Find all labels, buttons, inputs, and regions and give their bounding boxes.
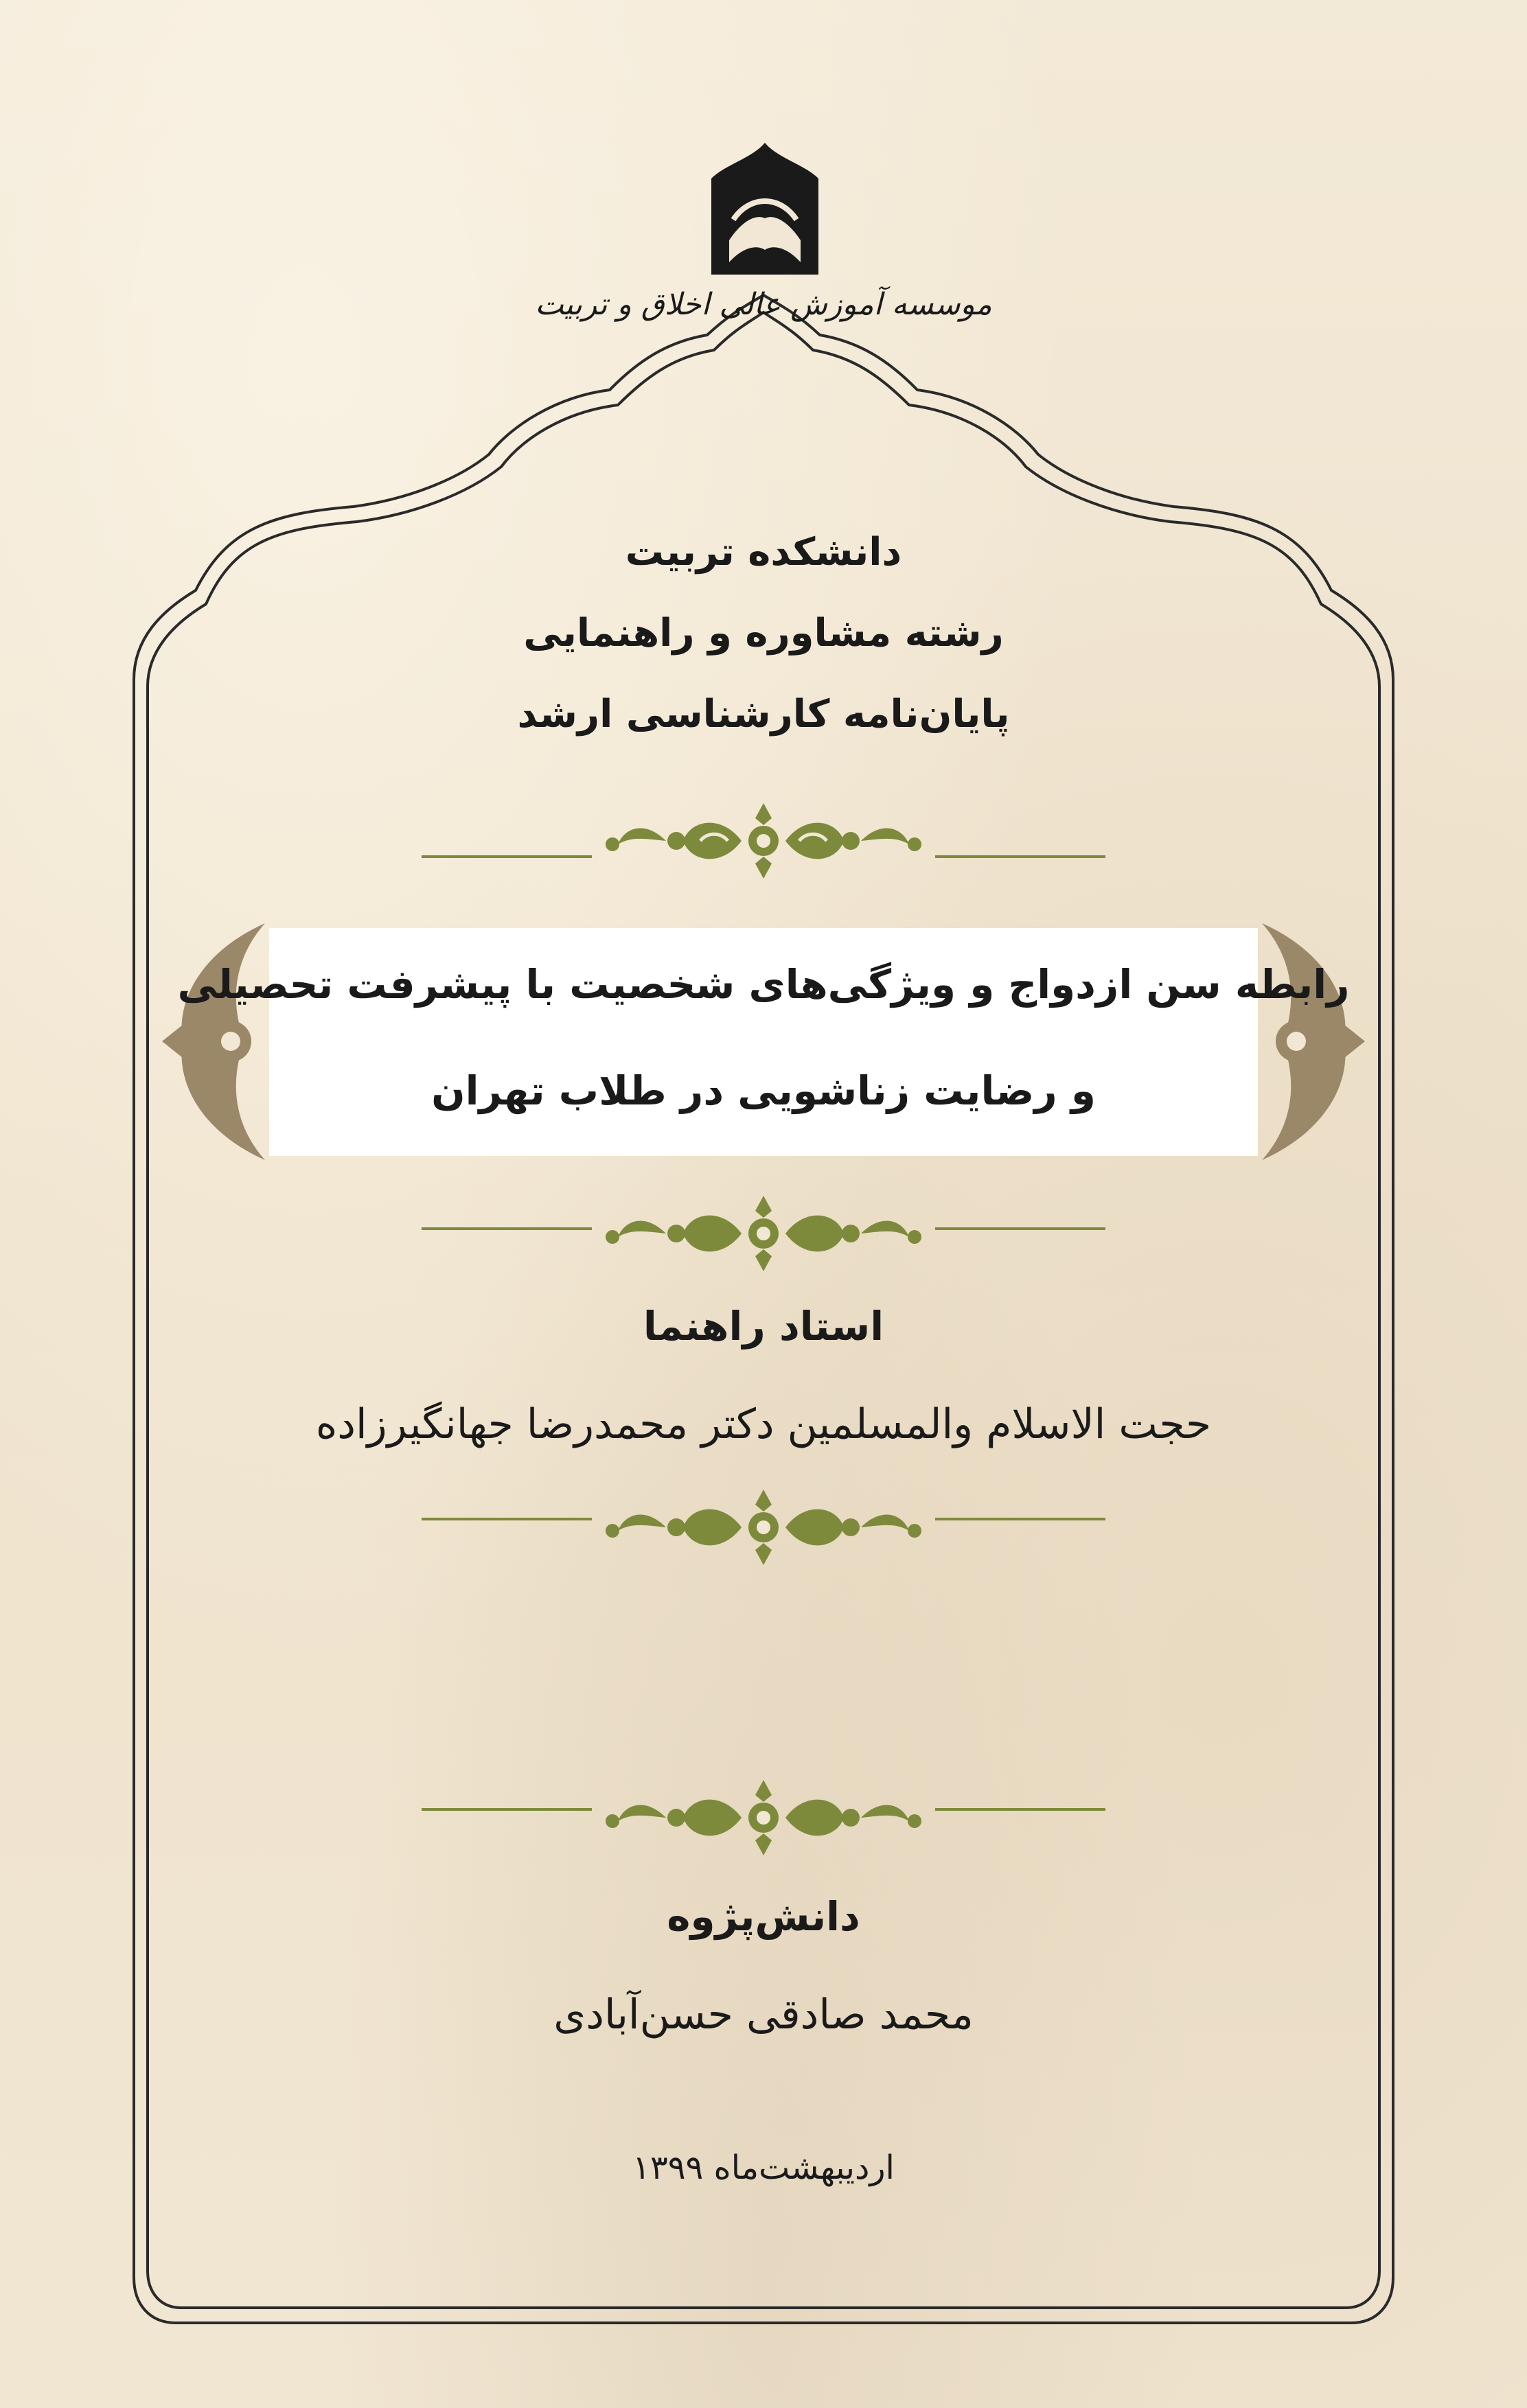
institute-logo-text: موسسه آموزش عالی اخلاق و تربیت [535,287,992,322]
ornament-divider-2 [412,1182,1115,1271]
researcher-name: محمد صادقی حسن‌آبادی [553,1991,974,2039]
thesis-title-line2: و رضایت زناشویی در طلاب تهران [431,1067,1096,1114]
left-side-ornament [162,923,279,1160]
ornament-divider-3 [412,1486,1115,1575]
ornament-divider-1 [412,789,1115,879]
field-name: رشته مشاوره و راهنمایی [523,611,1004,656]
supervisor-label: استاد راهنما [643,1303,884,1350]
researcher-label: دانش‌پژوه [667,1893,860,1940]
supervisor-name: حجت الاسلام والمسلمین دکتر محمدرضا جهانگیرزاده [315,1400,1212,1448]
mihrab-book-logo-icon [702,137,828,281]
degree-label: پایان‌نامه کارشناسی ارشد [517,692,1010,737]
date-text: اردیبهشت‌ماه ۱۳۹۹ [632,2149,895,2187]
right-side-ornament [1248,923,1365,1160]
ornament-divider-4 [412,1770,1115,1859]
faculty-name: دانشکده تربیت [625,530,902,575]
thesis-title-line1: رابطه سن ازدواج و ویژگی‌های شخصیت با پیشرفت تحصیلی [177,961,1350,1008]
